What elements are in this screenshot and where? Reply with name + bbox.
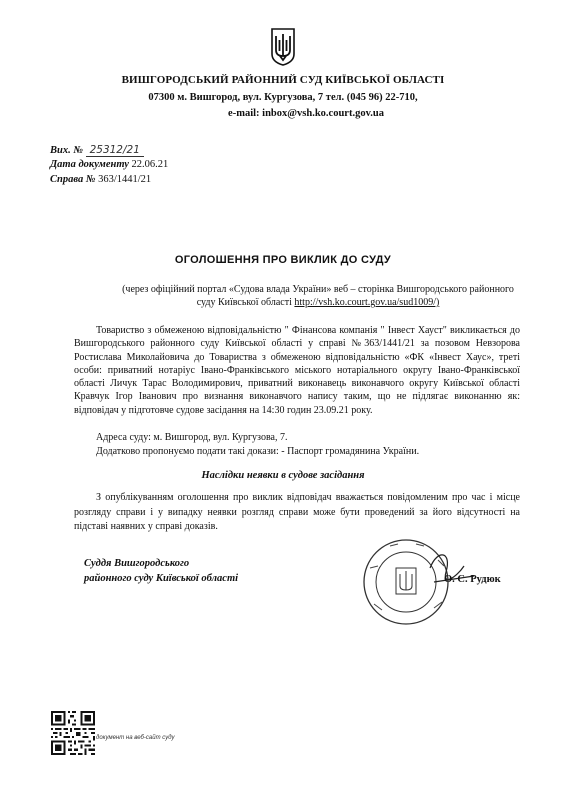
judge-title-line1: Суддя Вишгородського <box>84 558 190 569</box>
document-date <box>50 159 168 170</box>
evidence-line: Додатково пропонуємо подати такі докази: - Паспорт громадянина України. <box>96 446 420 457</box>
consequences-text: З опублікуванням оголошення про виклик відповідач вважається повідомленим про час і місце розгляду справи і у випадку неявки розгляд справи може бути проведений за його відсутності на підставі наявних у справі доказів. <box>74 492 520 532</box>
qr-code-icon[interactable] <box>51 711 95 755</box>
document-date-label: Дата документу <box>50 159 129 170</box>
court-address: 07300 м. Вишгород, вул. Кургузова, 7 тел. (045 96) 22-710, <box>148 92 418 103</box>
judge-name: О. С. Рудюк <box>444 574 501 585</box>
case-number-label: Справа № <box>50 174 96 185</box>
court-email: e-mail: inbox@vsh.ko.court.gov.ua <box>228 108 384 119</box>
judge-title-line2: районного суду Київської області <box>84 573 239 584</box>
document-date-value: 22.06.21 <box>131 159 169 170</box>
court-address-line: Адреса суду: м. Вишгород, вул. Кургузова, 7. <box>96 432 288 443</box>
document-subtitle <box>118 283 518 309</box>
outgoing-number-value: 25312/21 <box>86 144 144 157</box>
court-name: ВИШГОРОДСЬКИЙ РАЙОННИЙ СУД КИЇВСЬКОЇ ОБЛАСТІ <box>121 74 445 86</box>
document-title: ОГОЛОШЕННЯ ПРО ВИКЛИК ДО СУДУ <box>174 254 392 266</box>
outgoing-number-label: Вих. № <box>50 145 83 156</box>
summons-paragraph: Товариство з обмеженою відповідальністю " Фінансова компанія " Інвест Хауст" викликається до Вишгородського районного суду Київської області у справі №363/1441/21 за позовом Невзорова Ростислава Миколайовича до Товариства з обмеженою відповідальністю «ФК «Інвест Хаус», треті особи: приватний нотаріус Івано-Франківського міського нотаріального округу Івано-Франківської області Личук Тарас Володимирович, приватний виконавець виконавчого округу Київської області Кравчук Ігор Іванович про визнання виконавчого напису таким, що не підлягає виконанню як: відповідач у підготовче судове засідання на 14:30 годин 23.09.21 року. <box>74 325 520 416</box>
case-number <box>50 174 151 185</box>
outgoing-number <box>50 144 144 156</box>
subtitle-text: (через офіційний портал «Судова влада України» веб – сторінка Вишгородського районного суду Київської області <box>122 284 514 308</box>
coat-of-arms-icon <box>270 26 296 66</box>
consequences-title: Наслідки неявки в судове засідання <box>201 470 365 481</box>
qr-caption: документ на веб-сайт суду <box>96 735 175 741</box>
case-number-value: 363/1441/21 <box>98 174 152 185</box>
judge-title <box>84 556 238 586</box>
court-portal-link[interactable]: http://vsh.ko.court.gov.ua/sud1009/) <box>294 297 440 308</box>
